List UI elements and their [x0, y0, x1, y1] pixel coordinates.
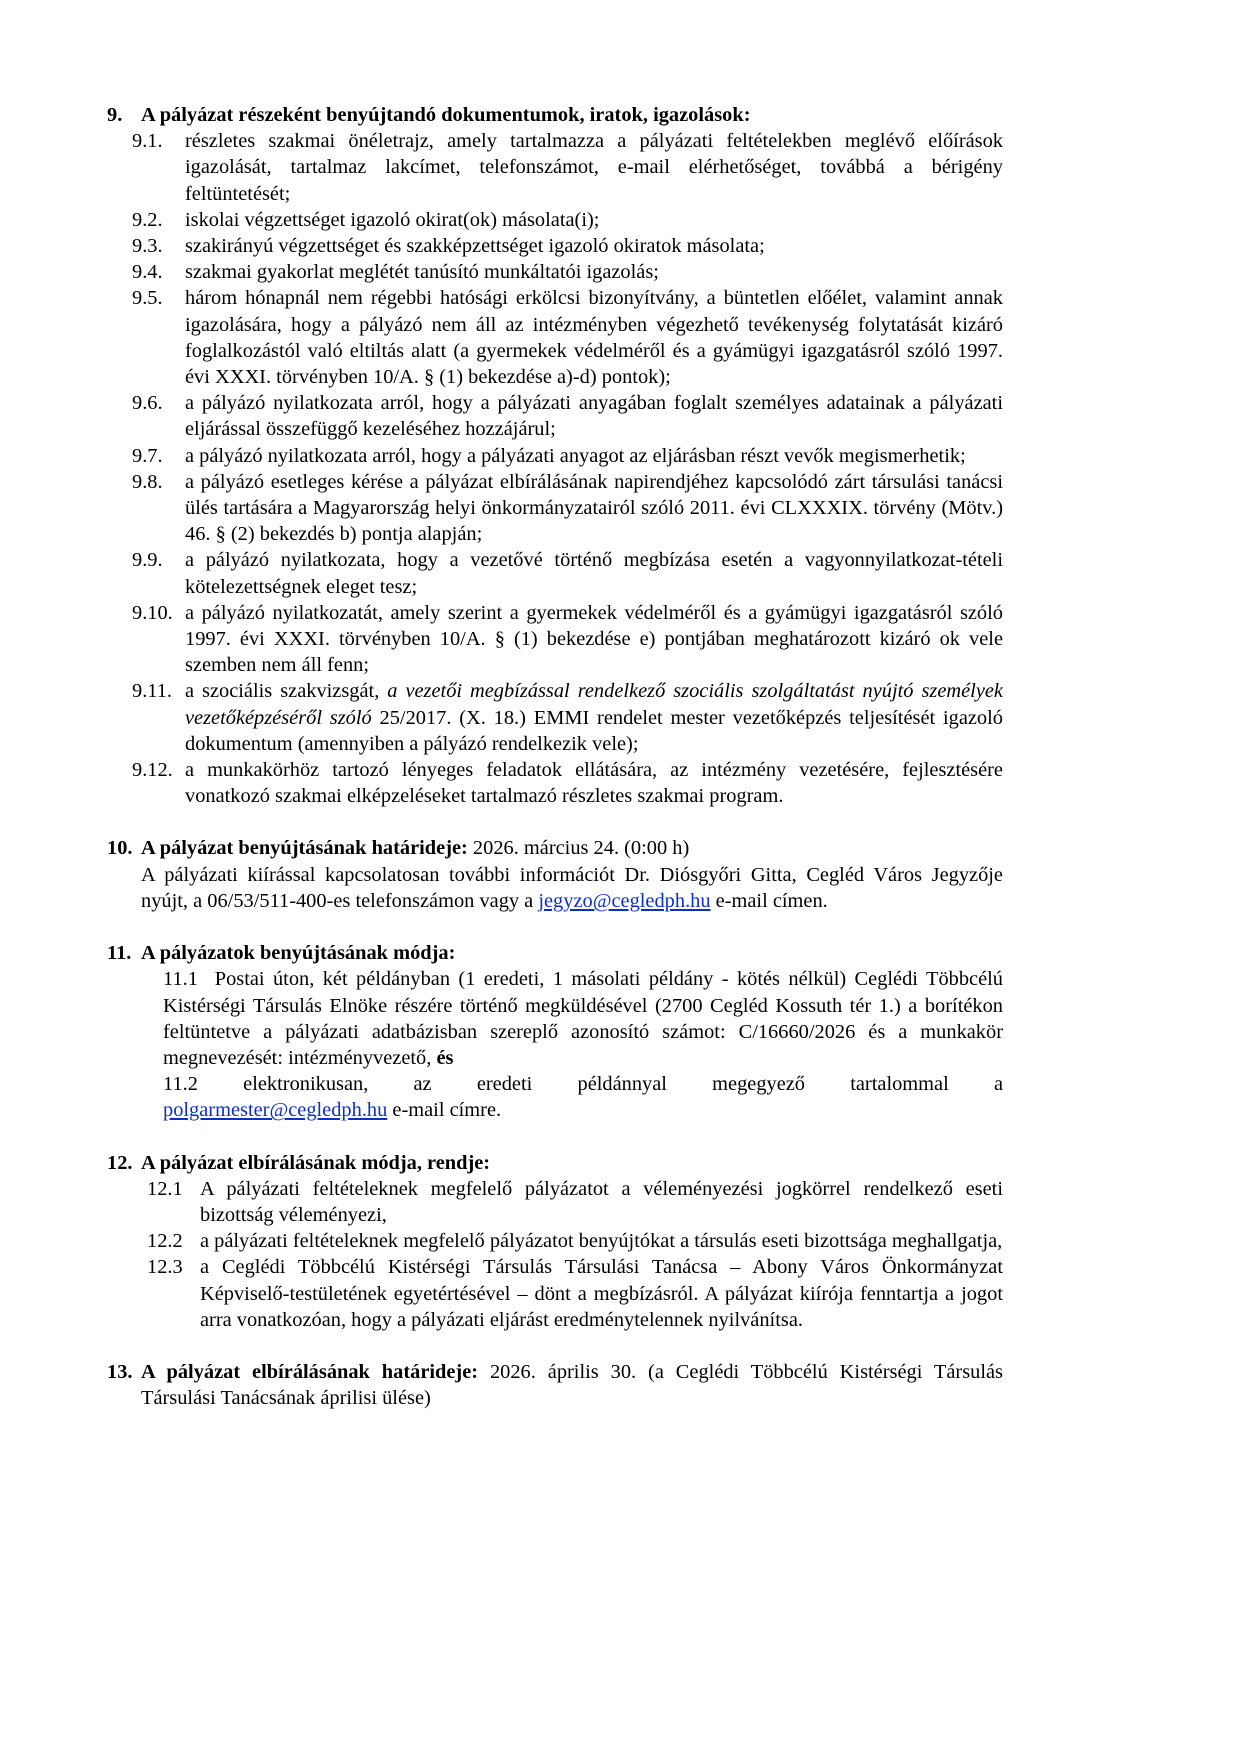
item-text: három hónapnál nem régebbi hatósági erkölcsi bizonyítvány, a büntetlen előélet, valamint annak igazolására, hogy a pályázó nem áll az intézményben végezhető tevékenység folytatását kizáró foglalkozástól való eltiltás alatt (a gyermekek védelméről és a gyámügyi igazgatásról szóló 1997. évi XXXI. törvényben 10/A. § (1) bekezdése a)-d) pontok); [185, 287, 1003, 389]
submission-deadline: 2026. március 24. (0:00 h) [467, 837, 690, 860]
spacer [107, 1333, 1003, 1359]
list-item-9-4 [107, 259, 1003, 285]
list-item-9-9 [107, 547, 1003, 599]
section-title: A pályázat benyújtásának határideje: [141, 837, 468, 860]
item-text: a pályázó esetleges kérése a pályázat elbírálásának napirendjéhez kapcsolódó zárt társulási tanácsi ülés tartására a Magyarország helyi önkormányzatairól szóló 2011. évi CLXXXIX. törvény (Mötv.) 46. § (2) bekezdés b) pontja alapján; [185, 470, 1003, 546]
section-9 [107, 102, 1003, 809]
item-text-bold: és [431, 1046, 454, 1069]
item-number: 12.1 [147, 1177, 183, 1200]
item-text-pre: a szociális szakvizsgát, [185, 680, 388, 703]
item-number: 9.7. [132, 444, 163, 467]
item-text: a pályázó nyilatkozata, hogy a vezetővé történő megbízása esetén a vagyonnyilatkozat-tételi kötelezettségnek eleget tesz; [185, 549, 1003, 598]
item-text: részletes szakmai önéletrajz, amely tartalmazza a pályázati feltételekben meglévő előírások igazolását, tartalmaz lakcímet, telefonszámot, e-mail elérhetőséget, továbbá a bérigény feltüntetését; [185, 130, 1003, 205]
item-number: 9.5. [132, 287, 163, 310]
item-number: 11.2 [163, 1073, 198, 1096]
item-number: 9.9. [132, 549, 163, 572]
item-text: a pályázó nyilatkozata arról, hogy a pályázati anyagában foglalt személyes adatainak a pályázati eljárással összefüggő kezeléséhez hozzájárul; [185, 392, 1003, 441]
section-title: A pályázatok benyújtásának módja: [141, 942, 456, 965]
list-item-9-5 [107, 285, 1003, 390]
item-number: 9.4. [132, 261, 163, 284]
item-number: 9.3. [132, 235, 163, 258]
section-11-item-2-cont [107, 1097, 1003, 1123]
item-text: szakmai gyakorlat meglétét tanúsító munkáltatói igazolás; [185, 261, 659, 284]
item-number: 9.10. [132, 601, 173, 624]
item-text: a pályázó nyilatkozatát, amely szerint a gyermekek védelméről és a gyámügyi igazgatásról szóló 1997. évi XXXI. törvényben 10/A. § (1) bekezdése e) pontjában meghatározott kizáró ok vele szemben nem áll fenn; [185, 601, 1003, 677]
item-text-italic: a vezetői megbízással rendelkező szociális szolgáltatást nyújtó személyek vezetőképzéséről szóló [185, 680, 1003, 729]
item-number: 9.2. [132, 208, 163, 231]
section-11-heading [107, 940, 1003, 966]
item-number: 9.11. [132, 680, 173, 703]
spacer [107, 1124, 1003, 1150]
list-item-9-8 [107, 469, 1003, 548]
section-number: 10. [107, 837, 133, 860]
section-number: 12. [107, 1151, 133, 1174]
email-link-polgarmester[interactable]: polgarmester@cegledph.hu [163, 1099, 388, 1122]
evaluation-deadline: 2026. április 30. (a Ceglédi Többcélú Kistérségi Társulás Társulási Tanácsának áprilisi ülése) [141, 1360, 1003, 1410]
item-text: a munkakörhöz tartozó lényeges feladatok ellátására, az intézmény vezetésére, fejlesztésére vonatkozó szakmai elképzeléseket tartalmazó részletes szakmai program. [185, 759, 1003, 808]
item-text: iskolai végzettséget igazoló okirat(ok) másolata(i); [185, 208, 600, 231]
item-number: 12.2 [147, 1230, 183, 1253]
section-title: A pályázat részeként benyújtandó dokumentumok, iratok, igazolások: [141, 104, 751, 126]
list-item-9-6 [107, 390, 1003, 442]
section-number: 9. [107, 104, 123, 126]
list-item-9-3 [107, 233, 1003, 259]
spacer [107, 914, 1003, 940]
section-13 [107, 1359, 1003, 1411]
item-text-post: 25/2017. (X. 18.) EMMI rendelet mester vezetőképzés teljesítését igazoló dokumentum (amennyiben a pályázó rendelkezik vele); [185, 706, 1003, 755]
section-10-heading [107, 835, 1003, 861]
section-number: 13. [107, 1360, 133, 1383]
list-item-9-11 [107, 678, 1003, 757]
document-page [107, 102, 1009, 1411]
section-10-body [107, 862, 1003, 914]
list-item-12-2 [107, 1228, 1003, 1254]
item-text: szakirányú végzettséget és szakképzettséget igazoló okiratok másolata; [185, 235, 765, 258]
section-12-heading [107, 1150, 1003, 1176]
section-12 [107, 1150, 1003, 1333]
section-13-heading [107, 1359, 1003, 1411]
section-10 [107, 835, 1003, 914]
email-link-jegyzo[interactable]: jegyzo@cegledph.hu [538, 889, 711, 912]
list-item-9-10 [107, 600, 1003, 679]
item-text: Postai úton, két példányban (1 eredeti, 1 másolati példány - kötés nélkül) Ceglédi Többcélú Kistérségi Társulás Elnöke részére történő megküldésével (2700 Cegléd Kossuth tér 1.) a borítékon feltüntetve a pályázati adatbázisban szereplő azonosító számot: C/16660/2026 és a munkakör megnevezését: intézményvezető, [163, 968, 1009, 1069]
item-text: a pályázati feltételeknek megfelelő pályázatot benyújtókat a társulás eseti bizottsága meghallgatja, [200, 1230, 1003, 1253]
contact-text: A pályázati kiírással kapcsolatosan további információt Dr. Diósgyőri Gitta, Cegléd Város Jegyzője nyújt, a 06/53/511-400-es telefonszámon vagy a [141, 863, 1003, 912]
section-11-item-1 [107, 966, 1009, 1071]
item-number: 11.1 [163, 968, 198, 991]
list-item-9-2 [107, 207, 1003, 233]
item-number: 9.12. [132, 759, 173, 782]
section-title-line [141, 835, 689, 861]
item-text: elektronikusan, az eredeti példánnyal megegyező tartalommal a [197, 1073, 1003, 1096]
item-text: a pályázó nyilatkozata arról, hogy a pályázati anyagot az eljárásban részt vevők megismerhetik; [185, 444, 966, 467]
spacer [107, 809, 1003, 835]
list-item-12-1 [107, 1176, 1003, 1228]
item-number: 9.8. [132, 470, 163, 493]
section-13-text [141, 1359, 1003, 1411]
section-9-heading [107, 102, 1003, 128]
list-item-9-1 [107, 128, 1003, 207]
item-number: 12.3 [147, 1256, 183, 1279]
list-item-9-12 [107, 757, 1003, 809]
item-text: A pályázati feltételeknek megfelelő pályázatot a véleményezési jogkörrel rendelkező eseti bizottság véleményezi, [200, 1177, 1003, 1226]
item-text: a Ceglédi Többcélú Kistérségi Társulás Társulási Tanácsa – Abony Város Önkormányzat Képviselő-testületének egyetértésével – dönt a megbízásról. A pályázat kiírója fenntartja a jogot arra vonatkozóan, hogy a pályázati eljárást eredménytelennek nyilvánítsa. [200, 1256, 1003, 1331]
section-title: A pályázat elbírálásának határideje: [141, 1360, 479, 1383]
contact-text-end: e-mail címen. [710, 889, 828, 912]
section-number: 11. [107, 942, 132, 965]
item-number: 9.1. [132, 130, 163, 153]
item-number: 9.6. [132, 392, 163, 415]
list-item-9-7 [107, 443, 1003, 469]
item-text-end: e-mail címre. [387, 1099, 502, 1122]
section-11 [107, 940, 1009, 1123]
list-item-12-3 [107, 1254, 1003, 1333]
section-11-item-2 [107, 1071, 1003, 1097]
section-title: A pályázat elbírálásának módja, rendje: [141, 1151, 491, 1174]
